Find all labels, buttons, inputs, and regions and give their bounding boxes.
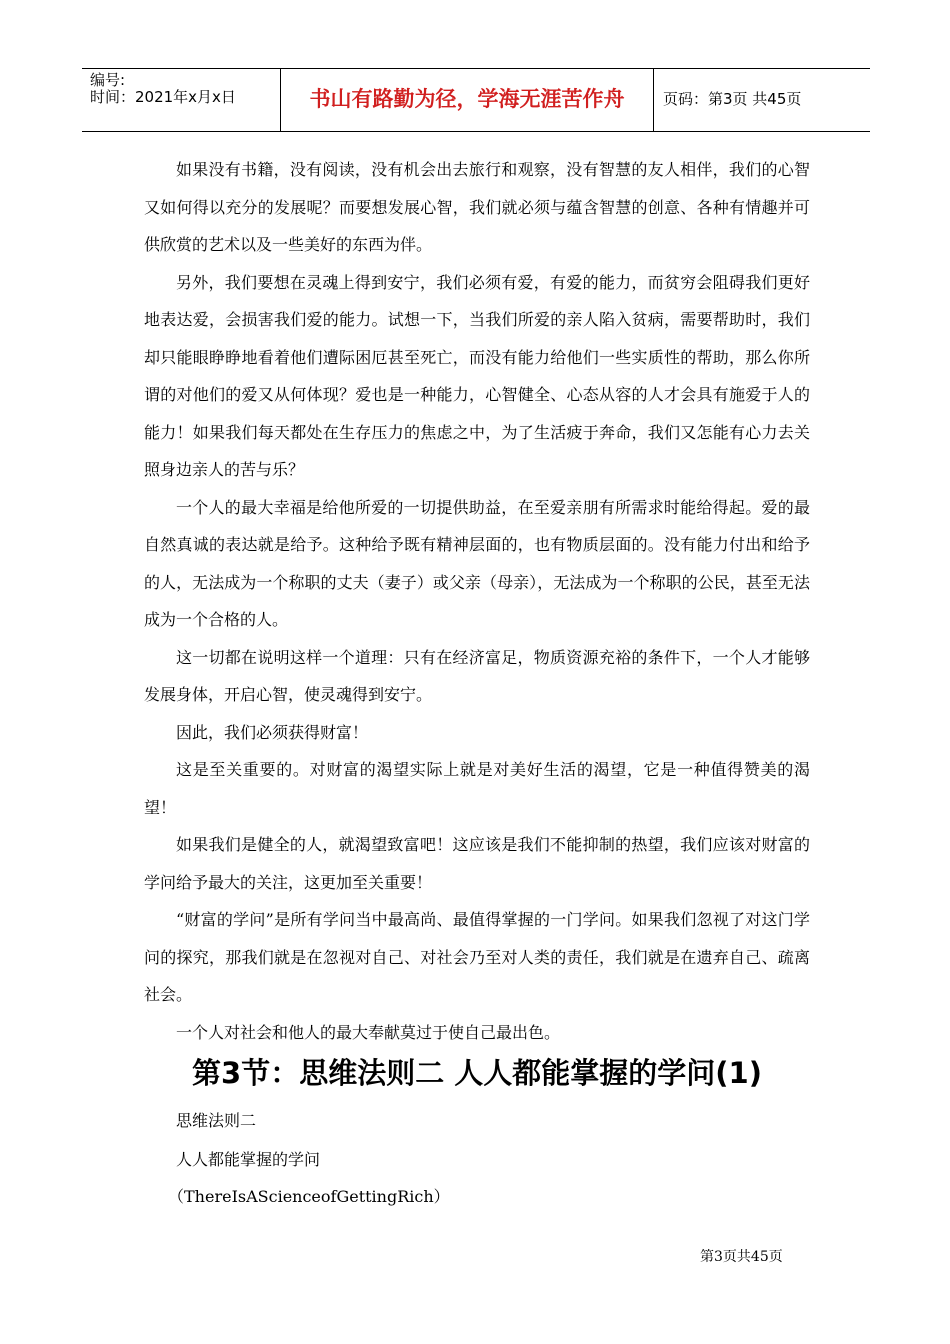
section-title: 第3节：思维法则二 人人都能掌握的学问(1)	[192, 1056, 762, 1090]
page-code: 页码：第3页 共45页	[663, 90, 802, 108]
paragraph: 这一切都在说明这样一个道理：只有在经济富足，物质资源充裕的条件下，一个人才能够发展身体，开启心智，使灵魂得到安宁。	[144, 647, 810, 704]
paragraph: “财富的学问”是所有学问当中最高尚、最值得掌握的一门学问。如果我们忽视了对这门学问的探究，那我们就是在忽视对自己、对社会乃至对人类的责任，我们就是在遗弃自己、疏离社会。	[144, 910, 810, 1004]
document-header	[82, 68, 870, 132]
motto-text: 书山有路勤为径，学海无涯苦作舟	[309, 87, 625, 111]
header-page-cell	[653, 69, 870, 131]
paragraph: 如果没有书籍，没有阅读，没有机会出去旅行和观察，没有智慧的友人相伴，我们的心智又如何得以充分的发展呢？而要想发展心智，我们就必须与蕴含智慧的创意、各种有情趣并可供欣赏的艺术以及一些美好的东西为伴。	[144, 160, 810, 254]
paragraph: 另外，我们要想在灵魂上得到安宁，我们必须有爱，有爱的能力，而贫穷会阻碍我们更好地表达爱，会损害我们爱的能力。试想一下，当我们所爱的亲人陷入贫病，需要帮助时，我们却只能眼睁睁地看着他们遭际困厄甚至死亡，而没有能力给他们一些实质性的帮助，那么你所谓的对他们的爱又从何体现？爱也是一种能力，心智健全、心态从容的人才会具有施爱于人的能力！如果我们每天都处在生存压力的焦虑之中，为了生活疲于奔命，我们又怎能有心力去关照身边亲人的苦与乐？	[144, 272, 810, 479]
header-motto-cell	[280, 69, 654, 131]
paragraph: 这是至关重要的。对财富的渴望实际上就是对美好生活的渴望，它是一种值得赞美的渴望！	[144, 760, 810, 817]
serial-number-label: 编号:	[90, 71, 126, 89]
body-text	[144, 151, 810, 1051]
paragraph: 一个人对社会和他人的最大奉献莫过于使自己最出色。	[176, 1022, 561, 1042]
paragraph: 一个人的最大幸福是给他所爱的一切提供助益，在至爱亲朋有所需求时能给得起。爱的最自然真诚的表达就是给予。这种给予既有精神层面的，也有物质层面的。没有能力付出和给予的人，无法成为一个称职的丈夫（妻子）或父亲（母亲），无法成为一个称职的公民，甚至无法成为一个合格的人。	[144, 497, 810, 629]
page-footer: 第3页共45页	[700, 1249, 783, 1265]
paragraph: 因此，我们必须获得财富！	[176, 722, 369, 742]
section-subtitle: 思维法则二	[176, 1111, 257, 1130]
section-english-title: （ThereIsAScienceofGettingRich）	[168, 1187, 450, 1206]
header-meta-cell	[82, 69, 280, 131]
section-subtitle: 人人都能掌握的学问	[176, 1150, 321, 1169]
date-label: 时间：2021年x月x日	[90, 88, 236, 106]
paragraph: 如果我们是健全的人，就渴望致富吧！这应该是我们不能抑制的热望，我们应该对财富的学问给予最大的关注，这更加至关重要！	[144, 835, 810, 892]
